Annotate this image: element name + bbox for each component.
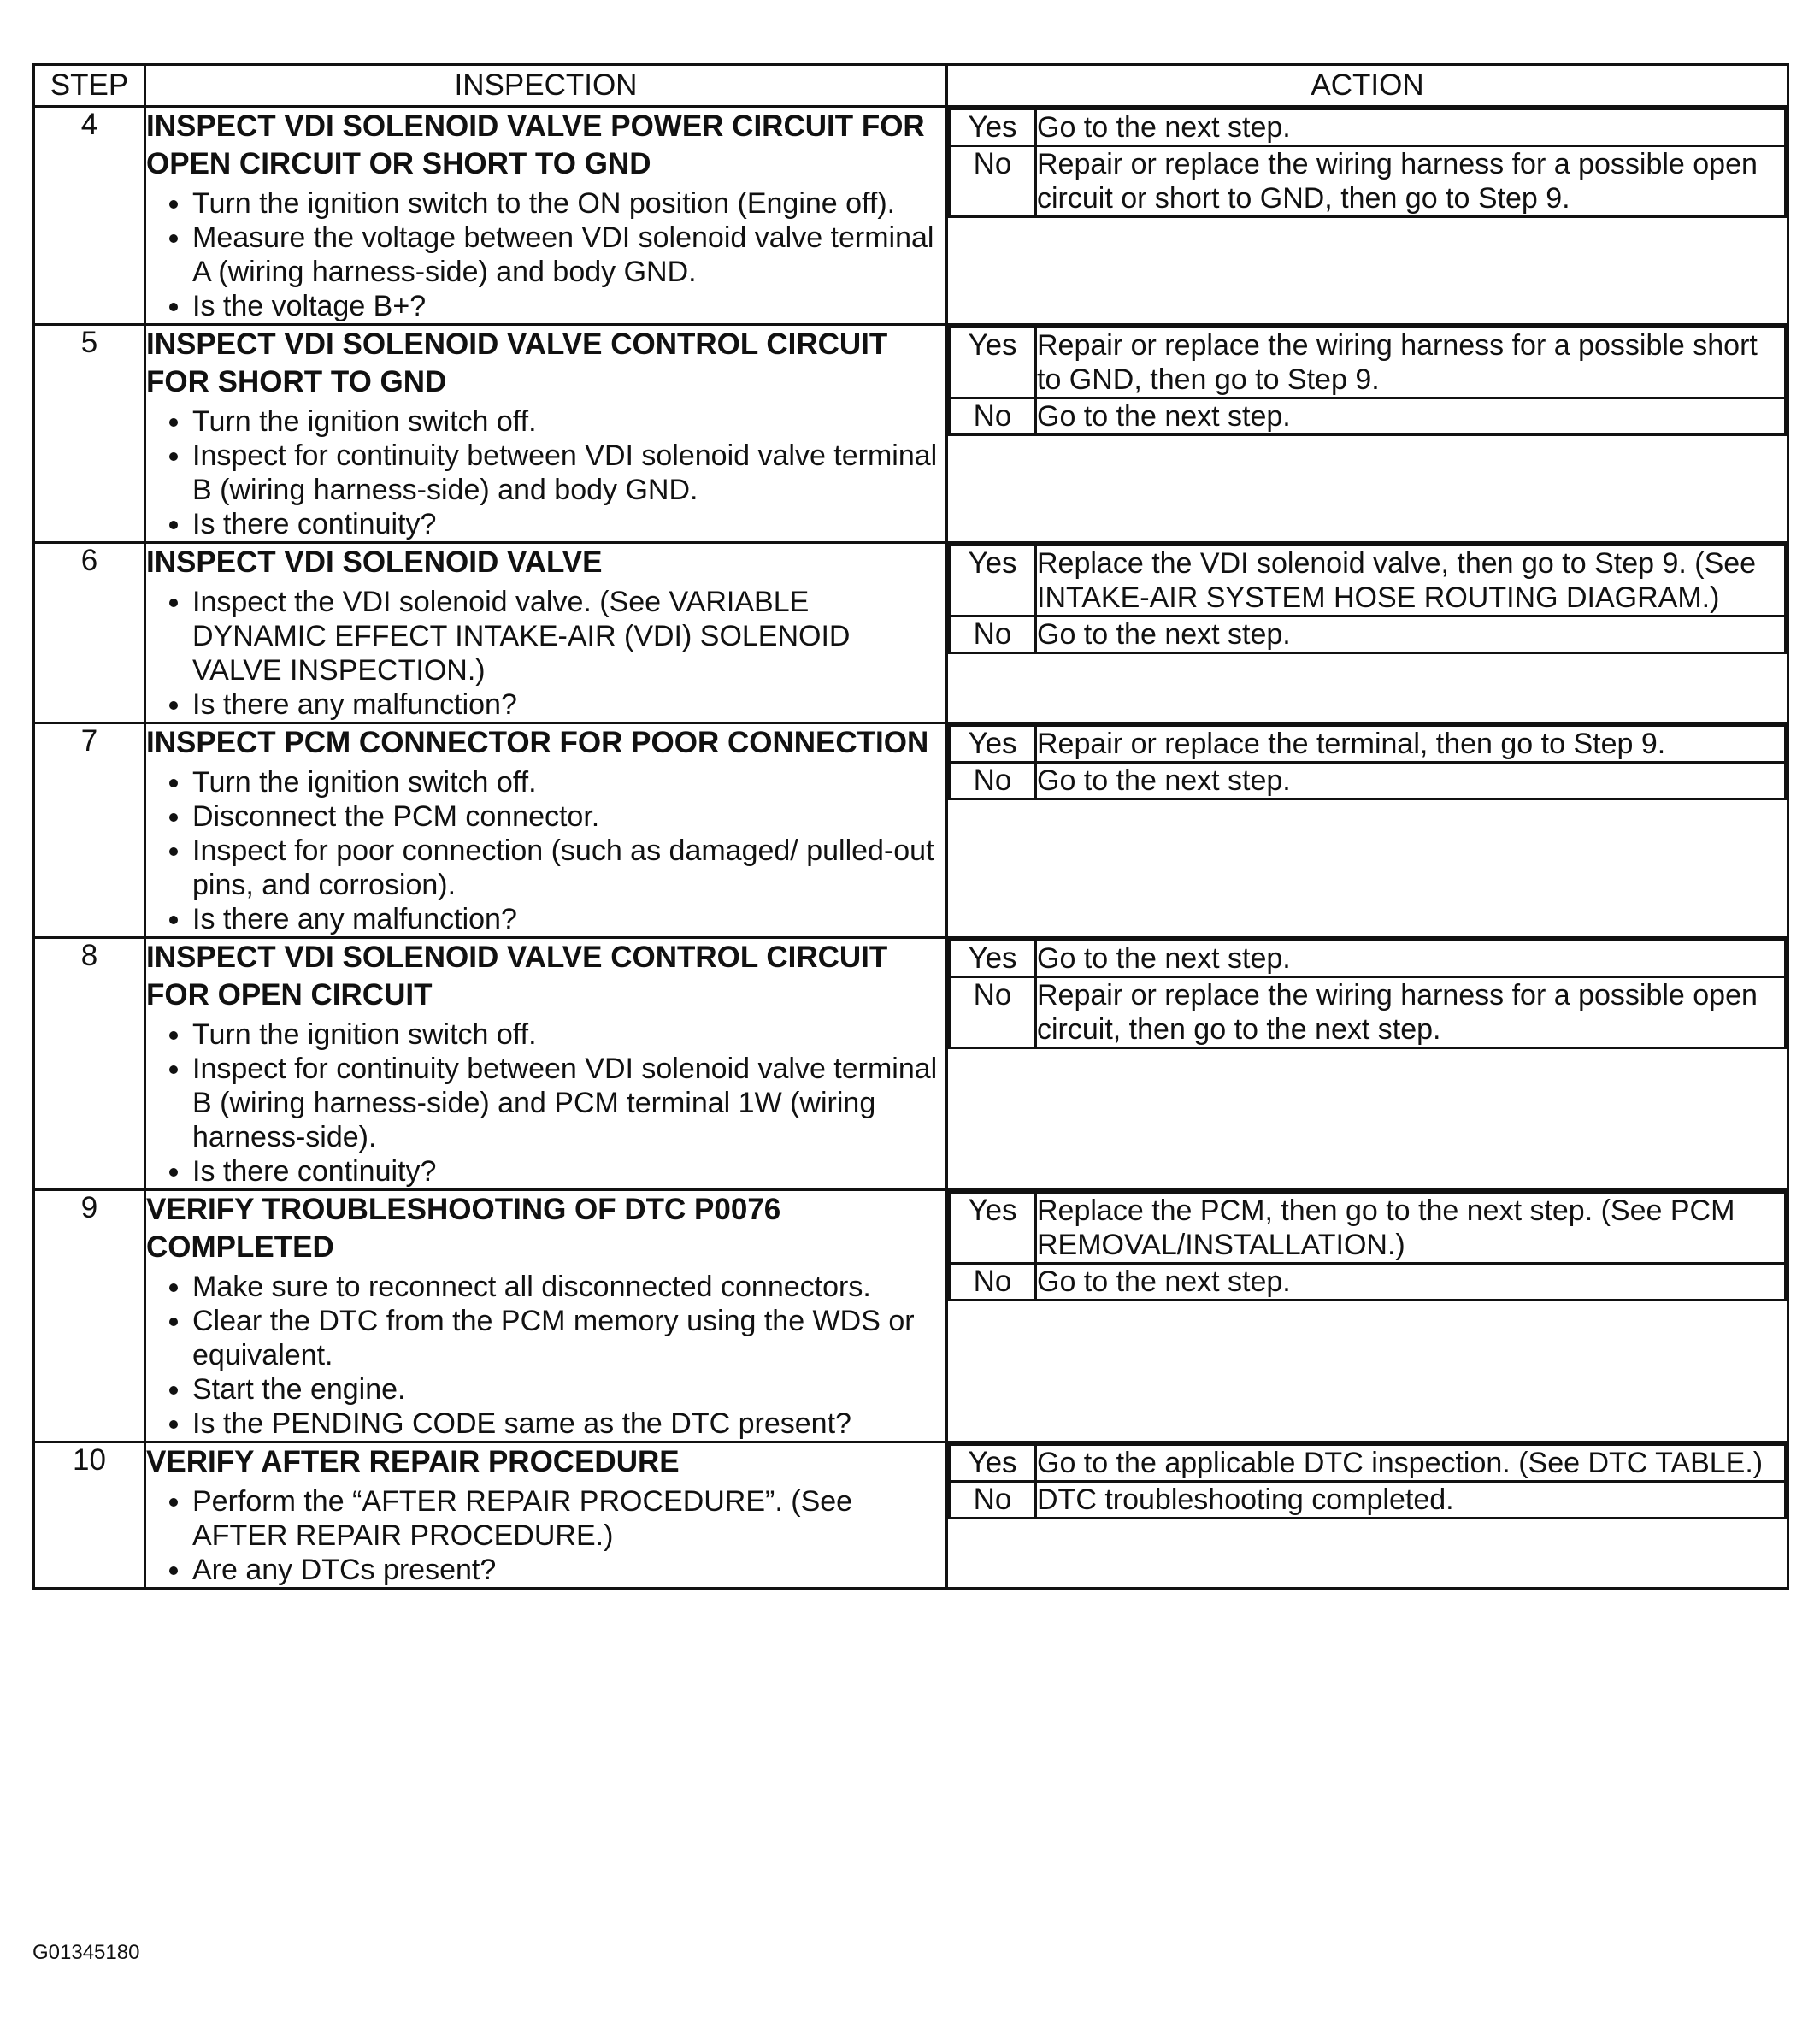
inspection-bullets (146, 585, 945, 722)
no-action: Go to the next step. (1036, 616, 1786, 653)
yes-label: Yes (950, 726, 1036, 763)
no-label: No (950, 1482, 1036, 1519)
bullet-item: • Turn the ignition switch off. (192, 1017, 945, 1052)
action-cell (947, 325, 1788, 543)
no-action: DTC troubleshooting completed. (1036, 1482, 1786, 1519)
action-cell (947, 543, 1788, 723)
no-row (950, 1264, 1786, 1300)
inspection-cell (145, 1190, 947, 1442)
no-label: No (950, 763, 1036, 799)
bullet-item: • Inspect the VDI solenoid valve. (See VARIABLE DYNAMIC EFFECT INTAKE-AIR (VDI) SOLENOID VALVE INSPECTION.) (192, 585, 945, 687)
step-number: 4 (34, 107, 145, 325)
inspection-title: INSPECT VDI SOLENOID VALVE POWER CIRCUIT FOR OPEN CIRCUIT OR SHORT TO GND (146, 109, 925, 180)
yes-action: Go to the next step. (1036, 109, 1786, 146)
yes-label: Yes (950, 327, 1036, 398)
inspection-cell (145, 107, 947, 325)
action-cell (947, 107, 1788, 325)
action-subtable (948, 724, 1787, 800)
bullet-item: • Is there continuity? (192, 507, 945, 541)
inspection-cell (145, 325, 947, 543)
yes-action: Repair or replace the wiring harness for a possible short to GND, then go to Step 9. (1036, 327, 1786, 398)
action-cell (947, 723, 1788, 938)
inspection-bullets (146, 1270, 945, 1441)
bullet-item: • Measure the voltage between VDI solenoid valve terminal A (wiring harness-side) and body GND. (192, 221, 945, 289)
bullet-item: • Is there any malfunction? (192, 902, 945, 936)
inspection-cell (145, 938, 947, 1190)
header-row (34, 65, 1788, 107)
table-body (34, 107, 1788, 1589)
inspection-bullets (146, 1017, 945, 1188)
yes-row (950, 109, 1786, 146)
yes-label: Yes (950, 1445, 1036, 1482)
table-row (34, 723, 1788, 938)
inspection-title: INSPECT VDI SOLENOID VALVE CONTROL CIRCUIT FOR SHORT TO GND (146, 327, 888, 398)
step-number: 7 (34, 723, 145, 938)
action-cell (947, 938, 1788, 1190)
bullet-item: • Turn the ignition switch to the ON position (Engine off). (192, 186, 945, 221)
no-label: No (950, 977, 1036, 1048)
yes-label: Yes (950, 109, 1036, 146)
bullet-item: • Turn the ignition switch off. (192, 765, 945, 799)
bullet-item: • Are any DTCs present? (192, 1553, 945, 1587)
bullet-item: • Make sure to reconnect all disconnected connectors. (192, 1270, 945, 1304)
inspection-cell (145, 1442, 947, 1589)
action-cell (947, 1190, 1788, 1442)
table-row (34, 938, 1788, 1190)
bullet-item: • Is the PENDING CODE same as the DTC present? (192, 1407, 945, 1441)
yes-row (950, 941, 1786, 977)
inspection-bullets (146, 404, 945, 541)
inspection-bullets (146, 765, 945, 936)
action-cell (947, 1442, 1788, 1589)
yes-action: Replace the VDI solenoid valve, then go to Step 9. (See INTAKE-AIR SYSTEM HOSE ROUTING DIAGRAM.) (1036, 546, 1786, 616)
yes-action: Go to the next step. (1036, 941, 1786, 977)
no-row (950, 616, 1786, 653)
table-row (34, 543, 1788, 723)
yes-label: Yes (950, 941, 1036, 977)
inspection-title: VERIFY TROUBLESHOOTING OF DTC P0076 COMPLETED (146, 1193, 781, 1264)
troubleshooting-table (32, 63, 1789, 1590)
no-action: Go to the next step. (1036, 763, 1786, 799)
header-inspection: INSPECTION (145, 65, 947, 107)
no-row (950, 146, 1786, 217)
bullet-item: • Is there continuity? (192, 1154, 945, 1188)
bullet-item: • Disconnect the PCM connector. (192, 799, 945, 834)
action-subtable (948, 108, 1787, 218)
no-label: No (950, 398, 1036, 435)
header-action: ACTION (947, 65, 1788, 107)
table-row (34, 1442, 1788, 1589)
yes-action: Replace the PCM, then go to the next step. (See PCM REMOVAL/INSTALLATION.) (1036, 1193, 1786, 1264)
no-action: Go to the next step. (1036, 1264, 1786, 1300)
yes-row (950, 1193, 1786, 1264)
yes-label: Yes (950, 1193, 1036, 1264)
table-row (34, 325, 1788, 543)
inspection-bullets (146, 1484, 945, 1587)
bullet-item: • Inspect for continuity between VDI solenoid valve terminal B (wiring harness-side) and PCM terminal 1W (wiring harness-side). (192, 1052, 945, 1154)
inspection-title: INSPECT VDI SOLENOID VALVE CONTROL CIRCUIT FOR OPEN CIRCUIT (146, 941, 888, 1012)
no-row (950, 1482, 1786, 1519)
inspection-cell (145, 543, 947, 723)
yes-action: Repair or replace the terminal, then go to Step 9. (1036, 726, 1786, 763)
figure-id: G01345180 (32, 1941, 140, 1964)
step-number: 8 (34, 938, 145, 1190)
action-subtable (948, 1191, 1787, 1301)
no-label: No (950, 616, 1036, 653)
no-label: No (950, 1264, 1036, 1300)
action-subtable (948, 326, 1787, 436)
bullet-item: • Inspect for poor connection (such as damaged/ pulled-out pins, and corrosion). (192, 834, 945, 902)
table-row (34, 1190, 1788, 1442)
bullet-item: • Perform the “AFTER REPAIR PROCEDURE”. (See AFTER REPAIR PROCEDURE.) (192, 1484, 945, 1553)
inspection-cell (145, 723, 947, 938)
inspection-title: INSPECT PCM CONNECTOR FOR POOR CONNECTION (146, 726, 929, 759)
no-action: Repair or replace the wiring harness for a possible open circuit, then go to the next step. (1036, 977, 1786, 1048)
inspection-title: INSPECT VDI SOLENOID VALVE (146, 546, 603, 579)
step-number: 6 (34, 543, 145, 723)
no-action: Go to the next step. (1036, 398, 1786, 435)
yes-row (950, 546, 1786, 616)
no-row (950, 763, 1786, 799)
bullet-item: • Is there any malfunction? (192, 687, 945, 722)
step-number: 9 (34, 1190, 145, 1442)
no-action: Repair or replace the wiring harness for a possible open circuit or short to GND, then go to Step 9. (1036, 146, 1786, 217)
table-row (34, 107, 1788, 325)
yes-row (950, 327, 1786, 398)
bullet-item: • Start the engine. (192, 1372, 945, 1407)
action-subtable (948, 1443, 1787, 1519)
header-step: STEP (34, 65, 145, 107)
action-subtable (948, 939, 1787, 1049)
inspection-bullets (146, 186, 945, 323)
yes-action: Go to the applicable DTC inspection. (See DTC TABLE.) (1036, 1445, 1786, 1482)
inspection-title: VERIFY AFTER REPAIR PROCEDURE (146, 1445, 680, 1478)
yes-row (950, 726, 1786, 763)
no-row (950, 398, 1786, 435)
yes-row (950, 1445, 1786, 1482)
step-number: 5 (34, 325, 145, 543)
action-subtable (948, 544, 1787, 654)
bullet-item: • Inspect for continuity between VDI solenoid valve terminal B (wiring harness-side) and body GND. (192, 439, 945, 507)
bullet-item: • Clear the DTC from the PCM memory using the WDS or equivalent. (192, 1304, 945, 1372)
no-label: No (950, 146, 1036, 217)
bullet-item: • Turn the ignition switch off. (192, 404, 945, 439)
bullet-item: • Is the voltage B+? (192, 289, 945, 323)
yes-label: Yes (950, 546, 1036, 616)
step-number: 10 (34, 1442, 145, 1589)
no-row (950, 977, 1786, 1048)
